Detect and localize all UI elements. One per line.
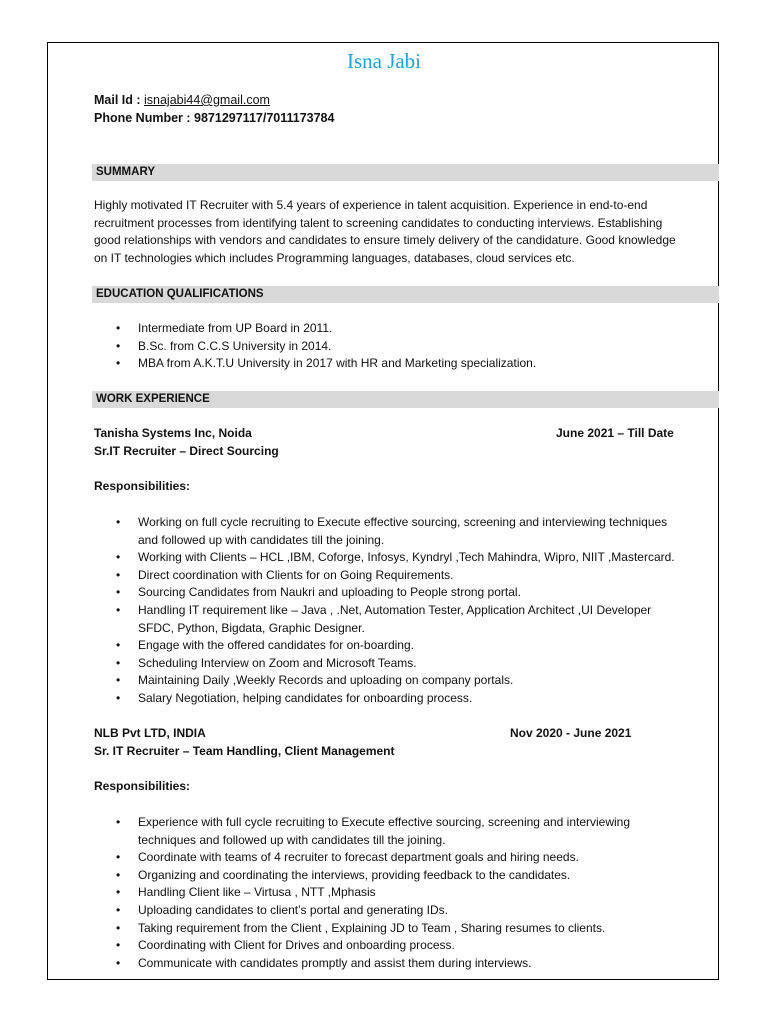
job-dates: Nov 2020 - June 2021: [510, 726, 632, 740]
list-item: • Handling IT requirement like – Java , .Net, Automation Tester, Application Architect ,UI Developer SFDC, Python, Bigdata, Graphic Designer.: [114, 602, 714, 637]
list-item: • Sourcing Candidates from Naukri and uploading to People strong portal.: [114, 584, 714, 602]
education-list: [114, 320, 714, 373]
list-item: • Organizing and coordinating the interviews, providing feedback to the candidates.: [114, 867, 714, 885]
list-item: • Salary Negotiation, helping candidates for onboarding process.: [114, 690, 714, 708]
phone-line: [94, 111, 334, 125]
phone-number: 9871297117/7011173784: [194, 111, 335, 125]
responsibilities-label: Responsibilities:: [94, 479, 191, 493]
job-company: NLB Pvt LTD, INDIA: [94, 726, 206, 740]
job-company: Tanisha Systems Inc, Noida: [94, 426, 252, 440]
list-item: • Direct coordination with Clients for on Going Requirements.: [114, 567, 714, 585]
education-heading: EDUCATION QUALIFICATIONS: [92, 286, 719, 303]
list-item: • Working with Clients – HCL ,IBM, Coforge, Infosys, Kyndryl ,Tech Mahindra, Wipro, NIIT ,Mastercard.: [114, 549, 714, 567]
phone-label: Phone Number :: [94, 111, 195, 125]
list-item: • Communicate with candidates promptly and assist them during interviews.: [114, 955, 714, 973]
mail-line: [94, 93, 270, 107]
job-role: Sr.IT Recruiter – Direct Sourcing: [94, 444, 279, 458]
list-item: • Coordinating with Client for Drives and onboarding process.: [114, 937, 714, 955]
job-responsibilities: [114, 514, 714, 708]
list-item: • Intermediate from UP Board in 2011.: [114, 320, 714, 338]
job-responsibilities: [114, 814, 714, 972]
summary-line: on IT technologies which includes Programming languages, databases, cloud services etc.: [94, 250, 575, 265]
list-item: • Engage with the offered candidates for on-boarding.: [114, 637, 714, 655]
list-item: • B.Sc. from C.C.S University in 2014.: [114, 338, 714, 356]
responsibilities-label: Responsibilities:: [94, 779, 191, 793]
work-heading: WORK EXPERIENCE: [92, 391, 719, 408]
list-item: • Taking requirement from the Client , Explaining JD to Team , Sharing resumes to clients.: [114, 920, 714, 938]
summary-line: Highly motivated IT Recruiter with 5.4 years of experience in talent acquisition. Experience in end-to-end: [94, 198, 648, 212]
list-item: • Scheduling Interview on Zoom and Microsoft Teams.: [114, 655, 714, 673]
job-role: Sr. IT Recruiter – Team Handling, Client Management: [94, 744, 395, 758]
summary-line: good relationships with vendors and candidates to ensure timely delivery of the candidature. Good knowledge: [94, 233, 676, 247]
candidate-name: Isna Jabi: [346, 49, 422, 73]
summary-line: recruitment processes from identifying talent to screening candidates to conducting interviews. Establishing: [94, 215, 663, 230]
job-dates: June 2021 – Till Date: [556, 426, 674, 440]
list-item: • Experience with full cycle recruiting to Execute effective sourcing, screening and interviewing techniques and followed up with candidates till the joining.: [114, 814, 714, 849]
list-item: • Maintaining Daily ,Weekly Records and uploading on company portals.: [114, 672, 714, 690]
mail-link[interactable]: isnajabi44@gmail.com: [144, 93, 270, 107]
summary-heading: SUMMARY: [92, 164, 719, 181]
list-item: • MBA from A.K.T.U University in 2017 with HR and Marketing specialization.: [114, 355, 714, 373]
mail-label: Mail Id :: [94, 93, 144, 107]
list-item: • Uploading candidates to client’s portal and generating IDs.: [114, 902, 714, 920]
list-item: • Working on full cycle recruiting to Execute effective sourcing, screening and interviewing techniques and followed up with candidates till the joining.: [114, 514, 714, 549]
list-item: • Handling Client like – Virtusa , NTT ,Mphasis: [114, 884, 714, 902]
list-item: • Coordinate with teams of 4 recruiter to forecast department goals and hiring needs.: [114, 849, 714, 867]
summary-text: [94, 197, 716, 267]
